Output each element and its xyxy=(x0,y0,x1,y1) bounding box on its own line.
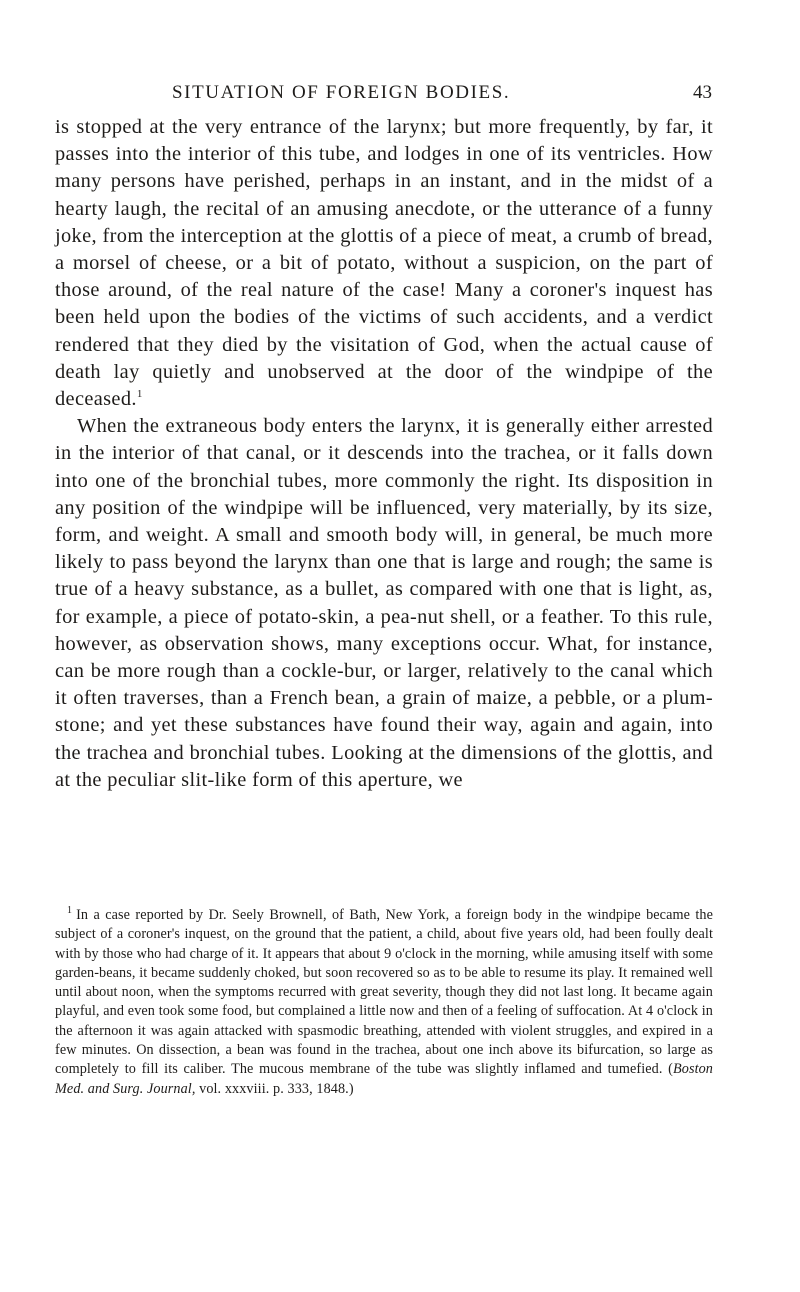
footnote-text: In a case reported by Dr. Seely Brownell, of Bath, New York, a foreign body in the windpipe became the subject of a coroner's inquest, on the ground that the patient, a child, about five years old, had been foully dealt with by those who had charge of it. It appears that about 9 o'clock in the morning, while amusing itself with some garden-beans, it became suddenly choked, but soon recovered so as to be able to resume its play. It remained well until about noon, when the symptoms recurred with great severity, though they did not last long. It became again playful, and even took some food, but complained a little now and then of a feeling of suffocation. At 4 o'clock in the afternoon it was again attacked with spasmodic breathing, attended with violent struggles, and expired in a few minutes. On dissection, a bean was found in the trachea, about one inch above its bifurcation, so large as completely to fill its caliber. The mucous membrane of the tube was slightly inflamed and tumefied. ( xyxy=(55,907,713,1078)
footnote-citation: Boston Med. and Surg. Journal, xyxy=(55,1061,713,1097)
page-number: 43 xyxy=(693,82,712,103)
body-text xyxy=(55,114,713,794)
footnote xyxy=(55,906,713,1099)
footnote-citation-tail: vol. xxxviii. p. 333, 1848.) xyxy=(195,1080,354,1097)
running-title: SITUATION OF FOREIGN BODIES. xyxy=(172,82,511,103)
paragraph-text: is stopped at the very entrance of the larynx; but more frequently, by far, it passes into the interior of this tube, and lodges in one of its ventricles. How many persons have perished, perhaps in an instant, and in the midst of a hearty laugh, the recital of an amusing anecdote, or the utterance of a funny joke, from the interception at the glottis of a piece of meat, a crumb of bread, a morsel of cheese, or a bit of potato, without a suspicion, on the part of those around, of the real nature of the case! Many a coroner's inquest has been held upon the bodies of the victims of such accidents, and a verdict rendered that they died by the visitation of God, when the actual cause of death lay quietly and unobserved at the door of the windpipe of the deceased. xyxy=(55,116,713,411)
running-head xyxy=(140,82,712,106)
paragraph xyxy=(55,114,713,413)
paragraph: When the extraneous body enters the larynx, it is generally either arrested in the interior of that canal, or it descends into the trachea, or it falls down into one of the bronchial tubes, more commonly the right. Its disposition in any position of the windpipe will be influenced, very materially, by its size, form, and weight. A small and smooth body will, in general, be much more likely to pass beyond the larynx than one that is large and rough; the same is true of a heavy substance, as a bullet, as compared with one that is light, as, for example, a piece of potato-skin, a pea-nut shell, or a feather. To this rule, however, as observation shows, many exceptions occur. What, for instance, can be more rough than a cockle-bur, or larger, relatively to the canal which it often traverses, than a French bean, a grain of maize, a pebble, or a plum-stone; and yet these substances have found their way, again and again, into the trachea and bronchial tubes. Looking at the dimensions of the glottis, and at the peculiar slit-like form of this aperture, we xyxy=(55,415,713,791)
footnote-reference[interactable]: 1 xyxy=(136,388,143,401)
footnote-marker: 1 xyxy=(67,905,73,917)
